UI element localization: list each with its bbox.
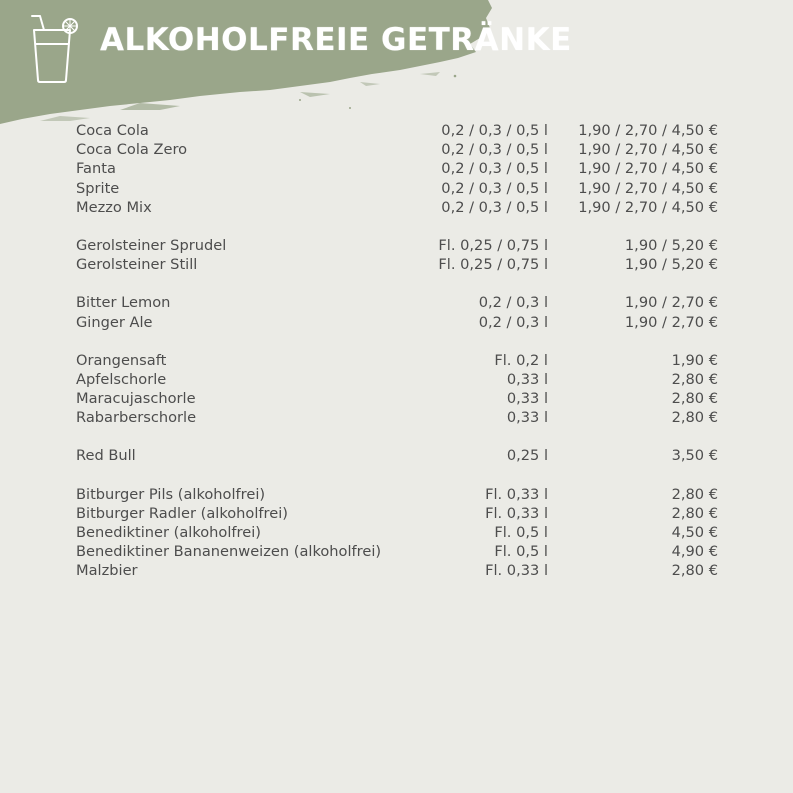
menu-item (76, 408, 718, 427)
item-size: Fl. 0,33 l (485, 504, 548, 522)
cocktail-glass-icon (28, 14, 80, 86)
item-name: Ginger Ale (76, 313, 153, 331)
menu-item (76, 159, 718, 178)
item-price: 1,90 € (671, 351, 718, 369)
item-price: 1,90 / 5,20 € (624, 236, 718, 254)
item-name: Orangensaft (76, 351, 167, 369)
menu-item (76, 542, 718, 561)
item-size: 0,2 / 0,3 / 0,5 l (441, 141, 548, 159)
menu-group (76, 446, 718, 465)
menu-group (76, 236, 718, 274)
item-price: 2,80 € (671, 390, 718, 408)
item-name: Bitburger Pils (alkoholfrei) (76, 485, 266, 503)
item-size: Fl. 0,5 l (494, 524, 548, 541)
menu-item (76, 389, 718, 408)
item-price: 1,90 / 2,70 / 4,50 € (578, 141, 718, 159)
item-size: 0,33 l (506, 370, 548, 388)
item-size: 0,2 / 0,3 l (478, 313, 548, 331)
item-price: 4,50 € (671, 524, 718, 541)
item-size: 0,33 l (506, 409, 548, 427)
menu-group (76, 351, 718, 428)
page-title: ALKOHOLFREIE GETRÄNKE (100, 22, 572, 58)
item-name: Red Bull (76, 447, 136, 465)
item-name: Malzbier (76, 562, 138, 580)
menu-item (76, 255, 718, 274)
item-price: 1,90 / 2,70 / 4,50 € (578, 160, 718, 178)
item-name: Maracujaschorle (76, 390, 196, 408)
item-name: Bitburger Radler (alkoholfrei) (76, 504, 288, 522)
item-price: 2,80 € (671, 409, 718, 427)
menu-item (76, 236, 718, 255)
item-size: 0,2 / 0,3 / 0,5 l (441, 198, 548, 216)
menu-item (76, 485, 718, 504)
menu-item (76, 561, 718, 580)
menu-item (76, 121, 718, 140)
item-name: Coca Cola (76, 122, 149, 139)
item-name: Benediktiner (alkoholfrei) (76, 524, 261, 541)
item-price: 4,90 € (671, 543, 718, 561)
menu-item (76, 140, 718, 159)
item-size: 0,33 l (506, 390, 548, 408)
item-price: 2,80 € (671, 485, 718, 503)
item-name: Benediktiner Bananenweizen (alkoholfrei) (76, 543, 382, 561)
menu-item (76, 179, 718, 198)
menu-item (76, 370, 718, 389)
item-size: Fl. 0,33 l (485, 485, 548, 503)
item-price: 2,80 € (671, 370, 718, 388)
item-size: 0,2 / 0,3 / 0,5 l (441, 122, 548, 139)
item-price: 1,90 / 2,70 / 4,50 € (578, 122, 718, 139)
item-price: 2,80 € (671, 562, 718, 580)
menu-item (76, 351, 718, 370)
item-size: Fl. 0,25 / 0,75 l (438, 256, 548, 274)
item-name: Coca Cola Zero (76, 141, 188, 159)
item-name: Bitter Lemon (76, 294, 171, 312)
item-size: Fl. 0,5 l (494, 543, 548, 561)
item-price: 1,90 / 2,70 / 4,50 € (578, 179, 718, 197)
menu-item (76, 446, 718, 465)
item-size: Fl. 0,25 / 0,75 l (438, 236, 548, 254)
item-name: Fanta (76, 160, 116, 178)
item-price: 1,90 / 5,20 € (624, 256, 718, 274)
item-size: 0,2 / 0,3 / 0,5 l (441, 160, 548, 178)
menu-item (76, 313, 718, 332)
menu-item (76, 198, 718, 217)
item-price: 1,90 / 2,70 / 4,50 € (578, 198, 718, 216)
menu-item (76, 504, 718, 523)
item-name: Gerolsteiner Sprudel (76, 236, 227, 254)
menu-list (76, 121, 718, 600)
menu-group (76, 121, 718, 217)
menu-group (76, 293, 718, 331)
item-name: Rabarberschorle (76, 409, 197, 427)
item-name: Mezzo Mix (76, 198, 152, 216)
menu-item (76, 523, 718, 542)
item-name: Gerolsteiner Still (76, 256, 198, 274)
item-price: 3,50 € (671, 447, 718, 465)
item-price: 1,90 / 2,70 € (624, 294, 718, 312)
menu-item (76, 293, 718, 312)
item-size: 0,2 / 0,3 / 0,5 l (441, 179, 548, 197)
item-name: Sprite (76, 179, 120, 197)
item-price: 2,80 € (671, 504, 718, 522)
item-price: 1,90 / 2,70 € (624, 313, 718, 331)
item-name: Apfelschorle (76, 370, 167, 388)
item-size: Fl. 0,2 l (494, 351, 548, 369)
menu-group (76, 485, 718, 581)
item-size: Fl. 0,33 l (485, 562, 548, 580)
item-size: 0,25 l (506, 447, 548, 465)
item-size: 0,2 / 0,3 l (478, 294, 548, 312)
